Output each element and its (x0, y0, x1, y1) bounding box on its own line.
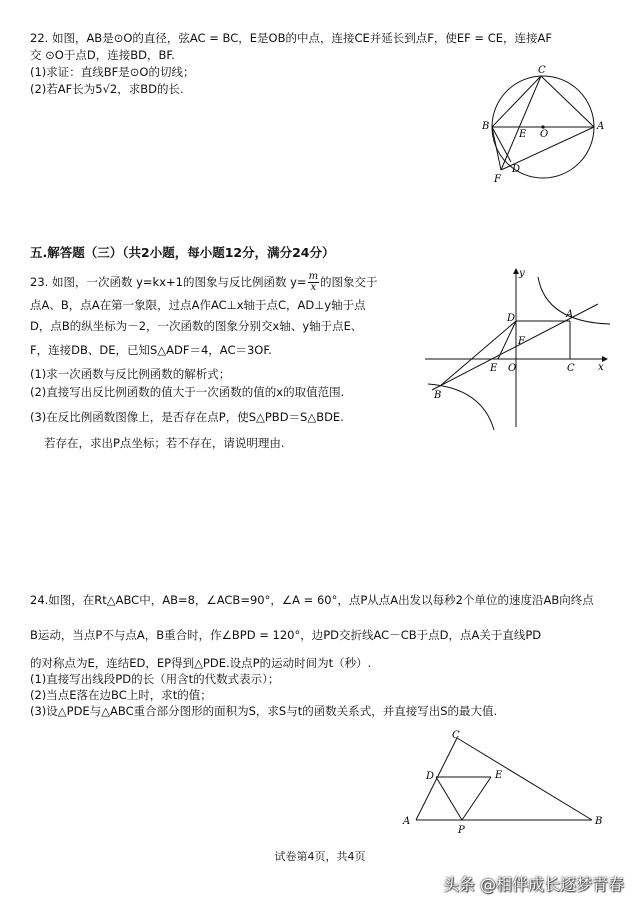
label-e: E (519, 129, 527, 140)
q23-line-1b: 的图象交于 (320, 275, 378, 289)
q22-line-1: 22. 如图，AB是⊙O的直径，弦AC = BC，E是OB的中点，连接CE并延长到点F，使EF = CE，连接AF (30, 31, 552, 45)
label-b: B (434, 390, 442, 401)
label-d: D (507, 313, 516, 324)
label-c: C (538, 65, 546, 76)
label-c: C (567, 363, 575, 374)
label-e: E (495, 770, 503, 781)
segment-dp (436, 777, 462, 820)
label-b: B (595, 816, 603, 827)
q23-function-figure (420, 262, 610, 432)
label-e: E (490, 363, 498, 374)
q23-fraction (308, 272, 319, 293)
section-5-title: 五.解答题（三）（共2小题，每小题12分，满分24分） (30, 245, 335, 260)
q24-part-2: (2)当点E落在边BC上时，求t的值； (30, 688, 212, 702)
label-a: A (403, 816, 411, 827)
q23-line-1 (30, 272, 378, 293)
q24-part-3: (3)设△PDE与△ABC重合部分图形的面积为S，求S与t的函数关系式，并直接写出S的最大值. (30, 704, 498, 718)
watermark: 头条 @相伴成长逐梦青春 (442, 875, 624, 894)
segment-ac (416, 738, 457, 820)
segment-de (498, 321, 516, 359)
segment-db (440, 321, 516, 386)
q23-part-1: (1)求一次函数与反比例函数的解析式； (30, 367, 231, 381)
label-d: D (426, 771, 435, 782)
label-y: y (519, 268, 525, 279)
q23-part-3b: 若存在，求出P点坐标；若不存在，请说明理由. (44, 436, 285, 450)
q23-frac-den: x (310, 282, 317, 293)
q23-line-4: F，连接DB、DE，已知S△ADF＝4，AC＝3OF. (30, 343, 272, 357)
segment-bf (492, 127, 501, 170)
q22-line-2: 交 ⊙O于点D，连接BD，BF. (30, 48, 175, 62)
label-a: A (597, 121, 605, 132)
q23-frac-num: m (308, 271, 319, 282)
segment-cf (501, 76, 541, 170)
q24-part-1: (1)直接写出线段PD的长（用含t的代数式表示）； (30, 672, 280, 686)
q24-line-1: 24.如图，在Rt△ABC中，AB=8，∠ACB=90°，∠A = 60°，点P从点A出发以每秒2个单位的速度沿AB向终点 (30, 593, 594, 607)
label-a: A (566, 309, 574, 320)
segment-ep (462, 777, 491, 820)
label-c: C (452, 730, 460, 741)
label-p: P (458, 825, 465, 836)
label-b: B (482, 121, 490, 132)
q23-line-1a: 23. 如图，一次函数 y=kx+1的图象与反比例函数 y= (30, 275, 307, 289)
label-d: D (512, 164, 521, 175)
q24-triangle-figure (396, 726, 610, 838)
page-footer: 试卷第4页，共4页 (274, 850, 366, 863)
q24-line-3: 的对称点为E，连结ED，EP得到△PDE.设点P的运动时间为t（秒）. (30, 656, 372, 670)
label-o: O (508, 363, 517, 374)
q22-part-1: (1)求证：直线BF是⊙O的切线； (30, 65, 195, 79)
q22-part-2: (2)若AF长为5√2，求BD的长. (30, 82, 184, 96)
label-f: F (494, 174, 501, 185)
q24-line-2: B运动，当点P不与点A，B重合时，作∠BPD = 120°，边PD交折线AC－CB于点D，点A关于直线PD (30, 628, 542, 642)
label-o: O (540, 129, 549, 140)
label-x: x (598, 362, 604, 373)
segment-cb (457, 738, 592, 820)
label-f: F (518, 336, 525, 347)
q23-line-3: D，点B的纵坐标为－2，一次函数的图象分别交x轴、y轴于点E、 (30, 319, 363, 333)
q23-part-2: (2)直接写出反比例函数的值大于一次函数的值的x的取值范围. (30, 385, 345, 399)
q23-part-3: (3)在反比例函数图像上，是否存在点P，使S△PBD＝S△BDE. (30, 410, 344, 424)
q22-circle-figure (478, 62, 608, 187)
q23-line-2: 点A、B，点A在第一象限，过点A作AC⊥x轴于点C，AD⊥y轴于点 (30, 298, 366, 312)
segment-ac (541, 76, 594, 127)
